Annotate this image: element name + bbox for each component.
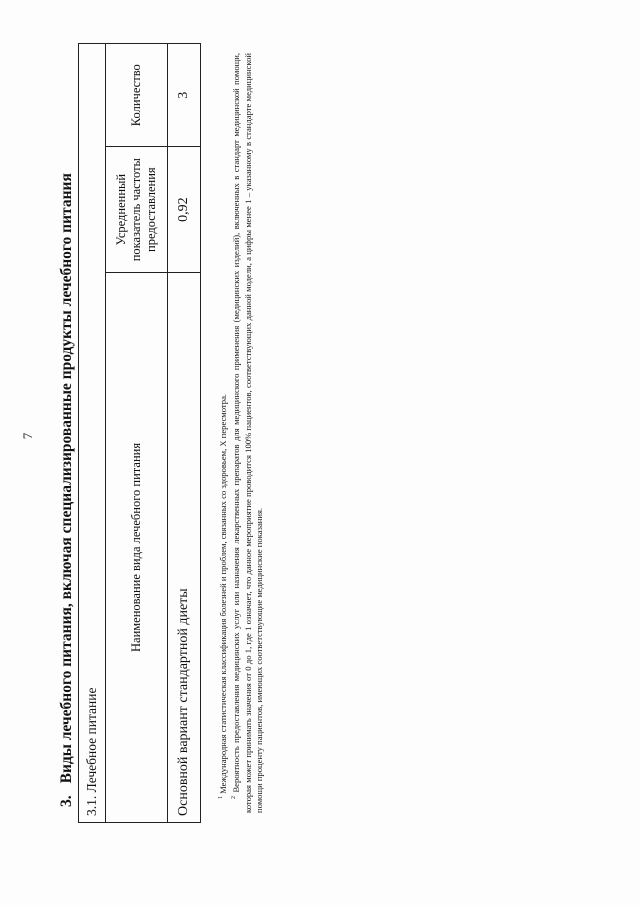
- page-number: 7: [20, 432, 35, 440]
- footnote-2-mark: 2: [231, 796, 238, 799]
- footnote-1-mark: 1: [218, 796, 224, 799]
- footnote-1-text: Международная статистическая классификация болезней и проблем, связанных со здоровьем, X пересмотра.: [217, 393, 228, 794]
- section-title: Виды лечебного питания, включая специализированные продукты лечебного питания: [58, 173, 75, 784]
- footnote-1: [216, 53, 229, 813]
- cell-frequency: 0,92: [168, 147, 201, 272]
- cell-quantity: 3: [168, 44, 201, 147]
- section-heading: [58, 107, 76, 807]
- footnote-2: [229, 53, 265, 813]
- table-subheading: 3.1. Лечебное питание: [79, 44, 106, 823]
- nutrition-table: [78, 43, 201, 823]
- cell-diet-name: Основной вариант стандартной диеты: [168, 272, 201, 822]
- footnotes: [216, 53, 266, 813]
- header-name: Наименование вида лечебного питания: [106, 272, 168, 822]
- table-header-row: [106, 44, 168, 823]
- header-quantity: Количество: [106, 44, 168, 147]
- rotated-content: [20, 5, 620, 885]
- section-number: 3.: [58, 795, 75, 807]
- header-frequency: Усредненный показатель частоты предоставления: [106, 147, 168, 272]
- footnote-2-text: Вероятность предоставления медицинских услуг или назначения лекарственных препаратов для медицинского применения (медицинских изделий), включенных в стандарт медицинской помощи, которая может принимать значения от 0 до 1, где 1 означает, что данное мероприятие проводится 100% пациентов, соответствующих данной модели, а цифры менее 1 – указанному в стандарте медицинской помощи проценту пациентов, имеющих соответствующие медицинские показания.: [231, 53, 265, 813]
- table-row: [168, 44, 201, 823]
